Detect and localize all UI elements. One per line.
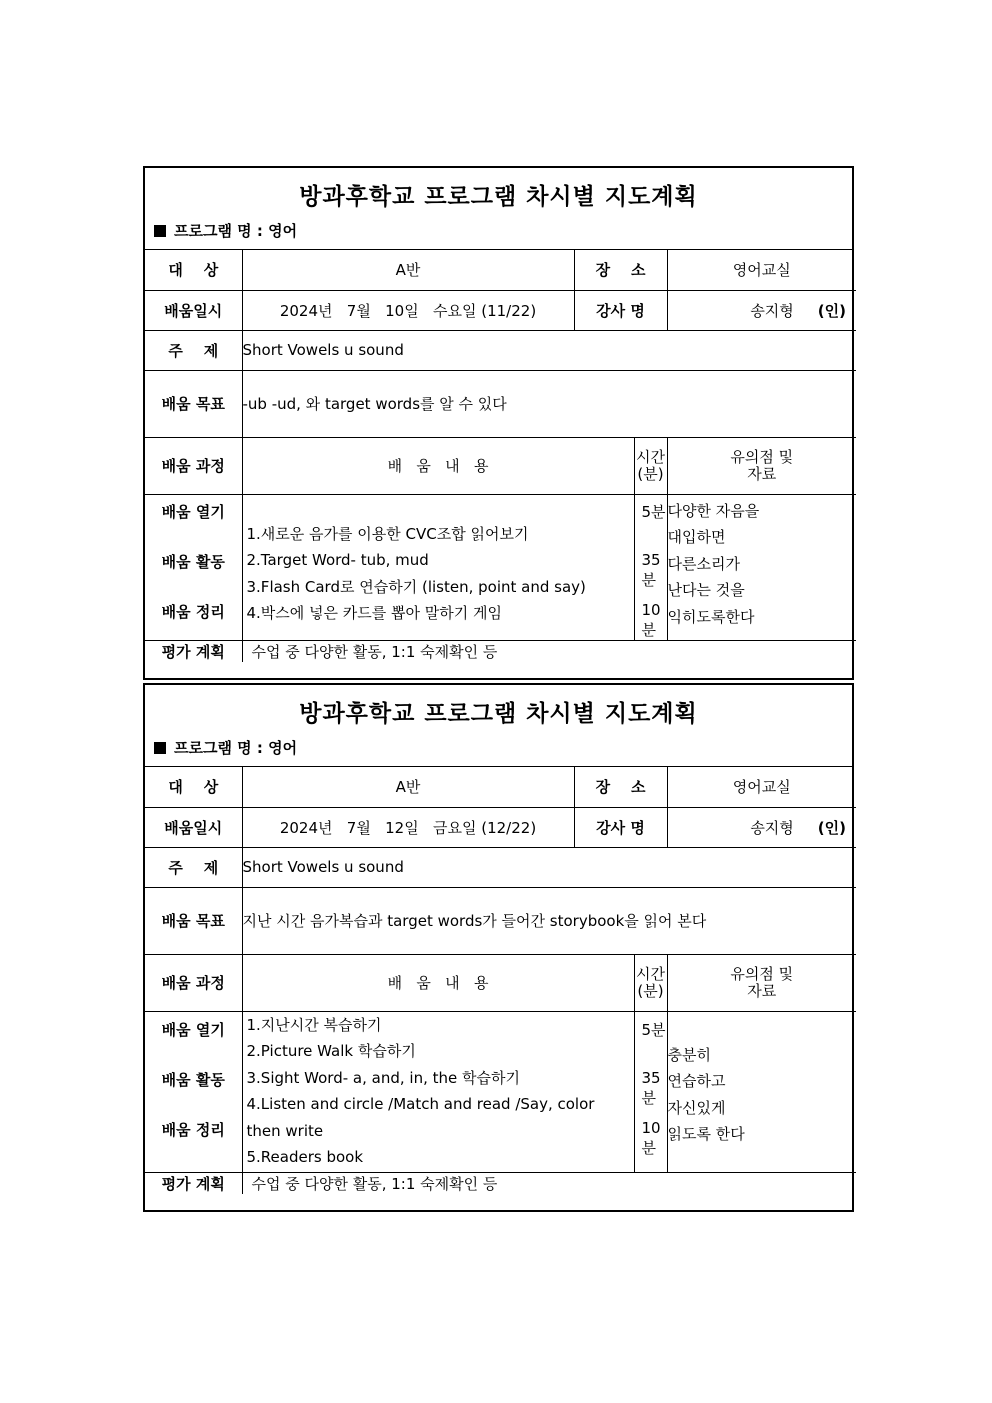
plan-header xyxy=(145,168,852,250)
content-line: 4.박스에 넣은 카드를 뽑아 말하기 게임 xyxy=(246,604,503,623)
label-date: 배움일시 xyxy=(145,807,242,847)
header-notes-line: 유의점 및 xyxy=(730,964,794,983)
content-cell xyxy=(242,1011,634,1172)
stage-label: 배움 열기 xyxy=(161,502,225,521)
value-eval: 수업 중 다양한 활동, 1:1 숙제확인 등 xyxy=(242,640,856,662)
stages-cell xyxy=(145,1011,242,1172)
label-place: 장 소 xyxy=(574,767,667,807)
header-notes xyxy=(667,954,856,1011)
stage-label: 배움 열기 xyxy=(161,1020,225,1039)
time-value: 10분 xyxy=(641,1118,661,1157)
content-line: 1.지난시간 복습하기 xyxy=(246,1015,382,1034)
notes-cell xyxy=(667,1011,856,1172)
header-content: 배 움 내 용 xyxy=(242,954,634,1011)
header-notes-line: 자료 xyxy=(747,981,777,1000)
note-line: 익히도록한다 xyxy=(667,607,755,626)
label-eval: 평가 계획 xyxy=(145,640,242,662)
label-place: 장 소 xyxy=(574,250,667,290)
label-process: 배움 과정 xyxy=(145,437,242,494)
plan-title: 방과후학교 프로그램 차시별 지도계획 xyxy=(299,183,698,210)
header-time-line: (분) xyxy=(637,464,664,483)
note-line: 다양한 자음을 xyxy=(667,501,760,520)
label-goal: 배움 목표 xyxy=(145,887,242,954)
label-target: 대 상 xyxy=(145,767,242,807)
value-goal: -ub -ud, 와 target words를 알 수 있다 xyxy=(242,370,856,437)
value-place: 영어교실 xyxy=(667,250,856,290)
time-value: 5분 xyxy=(641,1020,666,1039)
value-date: 2024년 7월 12일 금요일 (12/22) xyxy=(242,807,574,847)
value-teacher xyxy=(667,807,856,847)
notes-cell xyxy=(667,494,856,640)
plan-table xyxy=(145,250,856,662)
header-time xyxy=(634,437,667,494)
label-goal: 배움 목표 xyxy=(145,370,242,437)
stage-label: 배움 정리 xyxy=(161,602,225,621)
program-name-text: 프로그램 명 : 영어 xyxy=(174,222,298,240)
value-topic: Short Vowels u sound xyxy=(242,847,856,887)
label-eval: 평가 계획 xyxy=(145,1172,242,1194)
note-line: 읽도록 한다 xyxy=(667,1125,745,1144)
time-value: 10분 xyxy=(641,600,661,639)
header-content: 배 움 내 용 xyxy=(242,437,634,494)
lesson-plan-2 xyxy=(143,683,854,1212)
square-bullet-icon xyxy=(154,742,166,754)
value-date: 2024년 7월 10일 수요일 (11/22) xyxy=(242,290,574,330)
teacher-name: 송지형 xyxy=(750,301,794,320)
times-cell xyxy=(634,494,667,640)
value-goal: 지난 시간 음가복습과 target words가 들어간 storybook을 읽어 본다 xyxy=(242,887,856,954)
header-time xyxy=(634,954,667,1011)
header-notes xyxy=(667,437,856,494)
stage-label: 배움 활동 xyxy=(161,1070,225,1089)
stages-cell xyxy=(145,494,242,640)
note-line: 난다는 것을 xyxy=(667,581,745,600)
value-teacher xyxy=(667,290,856,330)
note-line: 다른소리가 xyxy=(667,554,740,573)
header-notes-line: 유의점 및 xyxy=(730,447,794,466)
plan-title: 방과후학교 프로그램 차시별 지도계획 xyxy=(299,700,698,727)
content-line: 4.Listen and circle /Match and read /Say, color xyxy=(246,1095,595,1114)
header-time-line: 시간 xyxy=(636,447,665,466)
program-name xyxy=(154,737,297,758)
program-name xyxy=(154,220,297,241)
label-teacher: 강사 명 xyxy=(574,290,667,330)
plan-table xyxy=(145,767,856,1194)
note-line: 자신있게 xyxy=(667,1098,726,1117)
content-cell xyxy=(242,494,634,640)
header-time-line: 시간 xyxy=(636,964,665,983)
note-line: 연습하고 xyxy=(667,1072,726,1091)
content-line: 1.새로운 음가를 이용한 CVC조합 읽어보기 xyxy=(246,524,529,543)
stage-label: 배움 활동 xyxy=(161,552,225,571)
label-process: 배움 과정 xyxy=(145,954,242,1011)
seal-mark: (인) xyxy=(817,818,846,837)
stage-label: 배움 정리 xyxy=(161,1120,225,1139)
value-target: A반 xyxy=(242,767,574,807)
value-place: 영어교실 xyxy=(667,767,856,807)
label-date: 배움일시 xyxy=(145,290,242,330)
label-teacher: 강사 명 xyxy=(574,807,667,847)
plan-header xyxy=(145,685,852,767)
times-cell xyxy=(634,1011,667,1172)
lesson-plan-1 xyxy=(143,166,854,680)
teacher-name: 송지형 xyxy=(750,818,794,837)
header-time-line: (분) xyxy=(637,981,664,1000)
seal-mark: (인) xyxy=(817,301,846,320)
content-line: 5.Readers book xyxy=(246,1148,364,1167)
time-value: 5분 xyxy=(641,502,666,521)
note-line: 충분히 xyxy=(667,1045,711,1064)
content-line: then write xyxy=(246,1121,324,1140)
value-target: A반 xyxy=(242,250,574,290)
content-line: 3.Flash Card로 연습하기 (listen, point and say) xyxy=(246,577,586,596)
label-topic: 주 제 xyxy=(145,847,242,887)
square-bullet-icon xyxy=(154,225,166,237)
label-target: 대 상 xyxy=(145,250,242,290)
content-line: 2.Picture Walk 학습하기 xyxy=(246,1042,416,1061)
content-line: 2.Target Word- tub, mud xyxy=(246,551,429,570)
time-value: 35분 xyxy=(641,550,661,589)
program-name-text: 프로그램 명 : 영어 xyxy=(174,739,298,757)
value-topic: Short Vowels u sound xyxy=(242,330,856,370)
header-notes-line: 자료 xyxy=(747,464,777,483)
content-line: 3.Sight Word- a, and, in, the 학습하기 xyxy=(246,1068,520,1087)
value-eval: 수업 중 다양한 활동, 1:1 숙제확인 등 xyxy=(242,1172,856,1194)
label-topic: 주 제 xyxy=(145,330,242,370)
note-line: 대입하면 xyxy=(667,528,726,547)
time-value: 35분 xyxy=(641,1068,661,1107)
